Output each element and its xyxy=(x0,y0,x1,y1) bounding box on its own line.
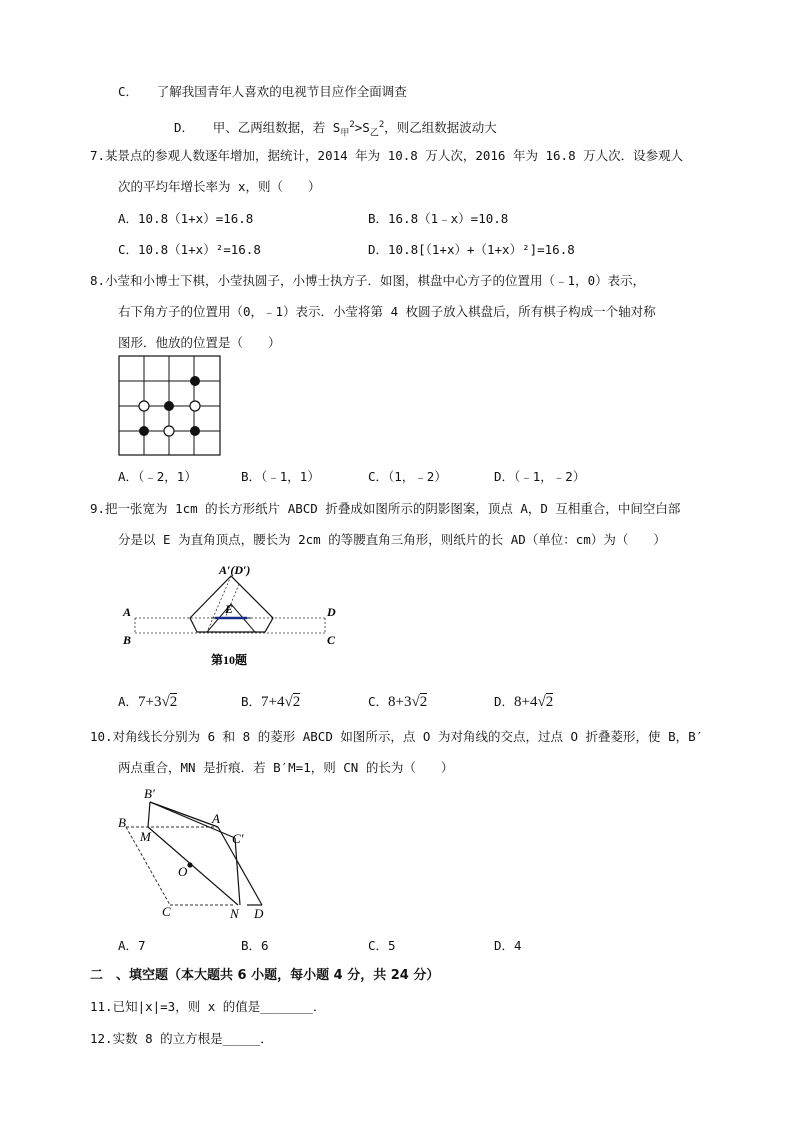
q8-option-a: A．（﹣2，1） xyxy=(118,469,197,484)
q9-d-radicand: 2 xyxy=(545,694,554,710)
q6-option-d xyxy=(174,116,497,143)
q9-a-expr: 7+3 xyxy=(138,694,162,710)
q11-stem: 11.已知|x|=3，则 x 的值是_______． xyxy=(90,999,326,1014)
q6-d-sup2: 2 xyxy=(378,120,385,130)
q7-option-b: B．16.8（1﹣x）=10.8 xyxy=(368,211,509,226)
q7-option-a: A．10.8（1+x）=16.8 xyxy=(118,211,254,226)
sqrt-icon: √ xyxy=(537,694,546,710)
q9-d-expr: 8+4 xyxy=(514,694,538,710)
q12-stem: 12.实数 8 的立方根是_____． xyxy=(90,1031,273,1046)
q9-b-prefix: B． xyxy=(241,694,262,709)
q6-option-c: C． 了解我国青年人喜欢的电视节目应作全面调查 xyxy=(118,84,407,99)
q7-stem-line1: 7.某景点的参观人数逐年增加，据统计，2014 年为 10.8 万人次，2016 年为 16.8 万人次．设参观人 xyxy=(90,148,684,163)
label-top: A′(D′) xyxy=(219,563,251,577)
q6-d-post: ，则乙组数据波动大 xyxy=(384,120,497,136)
q8-stem-line1: 8.小莹和小博士下棋，小莹执圆子，小博士执方子．如图，棋盘中心方子的位置用（﹣1，0）表示， xyxy=(90,273,646,288)
label-n: N xyxy=(230,906,239,921)
label-b-prime: B′ xyxy=(144,786,155,801)
q10-option-d: D．4 xyxy=(494,938,522,953)
label-a: A xyxy=(123,605,132,619)
q6-d-sup1: 2 xyxy=(349,120,355,130)
center-point-o xyxy=(187,862,192,867)
black-piece xyxy=(190,426,200,436)
label-d: D xyxy=(254,906,264,921)
black-piece xyxy=(190,376,200,386)
label-b: B xyxy=(123,633,132,647)
q10-option-c: C．5 xyxy=(368,938,396,953)
sqrt-icon: √ xyxy=(284,694,293,710)
q10-stem-line2: 两点重合，MN 是折痕．若 B′M=1，则 CN 的长为（ ） xyxy=(118,760,454,775)
q10-stem-line1: 10.对角线长分别为 6 和 8 的菱形 ABCD 如图所示，点 O 为对角线的交点，过点 O 折叠菱形，使 B，B′ xyxy=(90,729,704,744)
q9-c-prefix: C． xyxy=(368,694,389,709)
label-c: C xyxy=(327,633,336,647)
q9-option-a xyxy=(118,693,177,711)
label-o: O xyxy=(178,864,188,879)
q6-d-text: D． 甲、乙两组数据，若 S xyxy=(174,120,341,136)
q8-stem-line3: 图形．他放的位置是（ ） xyxy=(118,335,281,350)
q8-option-c: C．（1，﹣2） xyxy=(368,469,447,484)
label-d: D xyxy=(327,605,336,619)
label-e: E xyxy=(225,602,234,616)
q10-option-a: A．7 xyxy=(118,938,146,953)
q9-stem-line2: 分是以 E 为直角顶点，腰长为 2cm 的等腰直角三角形，则纸片的长 AD（单位：cm）为（ ） xyxy=(118,532,666,547)
q8-board-figure xyxy=(118,355,222,457)
sqrt-icon: √ xyxy=(411,694,420,710)
q7-option-c: C．10.8（1+x）²=16.8 xyxy=(118,242,261,257)
q10-option-b: B．6 xyxy=(241,938,269,953)
q9-fold-figure xyxy=(115,560,355,672)
q6-d-sub1: 甲 xyxy=(340,128,350,139)
label-b: B xyxy=(118,815,126,830)
label-c-prime: C′ xyxy=(232,831,244,846)
q6-d-gt: >S xyxy=(354,120,370,136)
q9-b-radicand: 2 xyxy=(292,694,301,710)
label-m: M xyxy=(140,829,151,844)
q8-option-d: D．（﹣1，﹣2） xyxy=(494,469,586,484)
q6-d-sub2: 乙 xyxy=(369,128,379,139)
white-piece xyxy=(164,426,174,436)
q9-a-radicand: 2 xyxy=(169,694,178,710)
q9-d-prefix: D． xyxy=(494,694,515,709)
q9-a-prefix: A． xyxy=(118,694,139,709)
label-a: A xyxy=(212,811,220,826)
label-c: C xyxy=(162,904,171,919)
black-piece xyxy=(139,426,149,436)
q9-stem-line1: 9.把一张宽为 1cm 的长方形纸片 ABCD 折叠成如图所示的阴影图案，顶点 A，D 互相重合，中间空白部 xyxy=(90,501,681,516)
white-piece xyxy=(139,401,149,411)
q7-stem-line2: 次的平均年增长率为 x，则（ ） xyxy=(118,179,321,194)
q9-c-expr: 8+3 xyxy=(388,694,412,710)
section-title-fill-blank: 二 、填空题（本大题共 6 小题，每小题 4 分，共 24 分） xyxy=(90,968,440,983)
q7-option-d: D．10.8[（1+x）+（1+x）²]=16.8 xyxy=(368,242,575,257)
folded-rhombus xyxy=(148,802,262,905)
q9-option-c xyxy=(368,693,427,711)
black-piece xyxy=(164,401,174,411)
q8-stem-line2: 右下角方子的位置用（0，﹣1）表示．小莹将第 4 枚圆子放入棋盘后，所有棋子构成一个轴对称 xyxy=(118,304,656,319)
q9-b-expr: 7+4 xyxy=(261,694,285,710)
q9-c-radicand: 2 xyxy=(419,694,428,710)
white-piece xyxy=(190,401,200,411)
strip-outline xyxy=(135,618,325,633)
q9-option-b xyxy=(241,693,300,711)
figure-caption: 第10题 xyxy=(211,653,248,667)
sqrt-icon: √ xyxy=(161,694,170,710)
q9-option-d xyxy=(494,693,553,711)
q8-option-b: B．（﹣1，1） xyxy=(241,469,320,484)
q10-rhombus-figure xyxy=(112,782,282,924)
